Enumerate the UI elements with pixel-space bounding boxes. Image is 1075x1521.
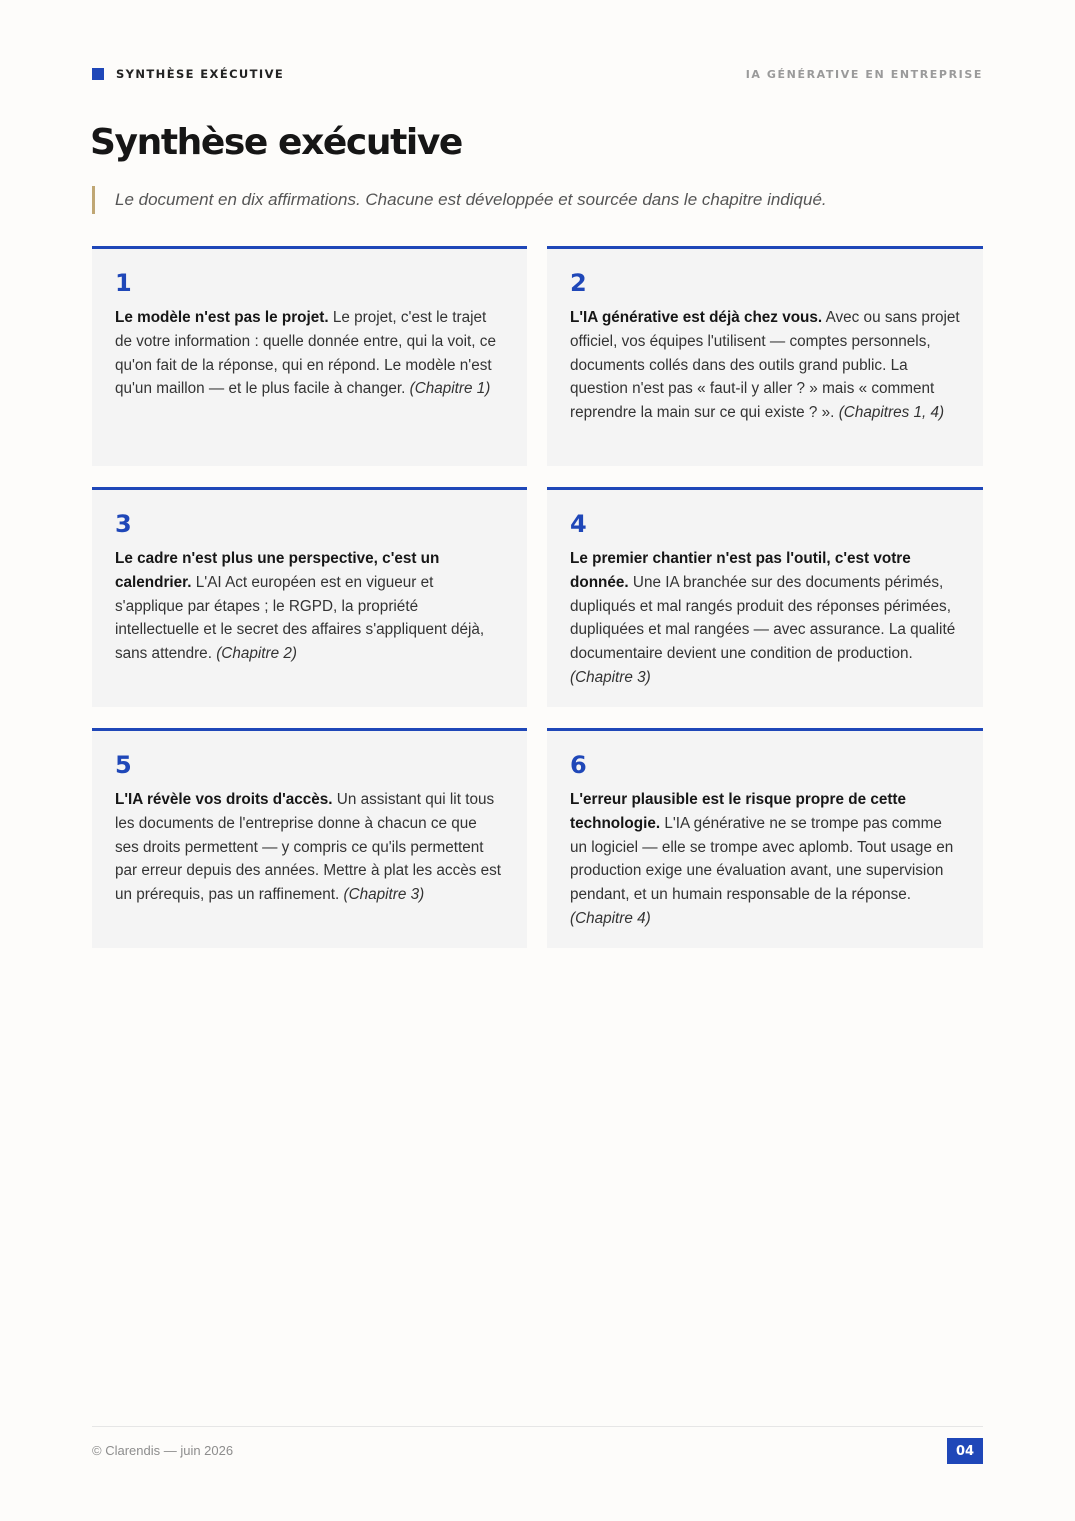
statement-text bbox=[570, 547, 960, 690]
chapter-reference: (Chapitre 2) bbox=[216, 645, 297, 663]
statement-body: Un assistant qui lit tous les documents de l'entreprise donne à chacun ce que ses droits permettent — y compris ce qu'ils permettent par erreur depuis des années. Mettre à plat les accès est un prérequis, pas un raffinement. bbox=[115, 791, 502, 904]
statement-card-4 bbox=[547, 487, 983, 707]
statement-lead: Le premier chantier n'est pas l'outil, c'est votre donnée. bbox=[570, 550, 911, 591]
statement-number: 6 bbox=[570, 751, 587, 779]
statement-body: L'AI Act européen est en vigueur et s'applique par étapes ; le RGPD, la propriété intellectuelle et le secret des affaires s'appliquent déjà, sans attendre. bbox=[115, 573, 485, 663]
chapter-reference: (Chapitre 3) bbox=[343, 886, 425, 904]
statement-card-2 bbox=[547, 246, 983, 466]
statement-card-1 bbox=[92, 246, 527, 466]
running-header-left bbox=[92, 67, 284, 81]
chapter-reference: (Chapitre 3) bbox=[570, 668, 651, 686]
statement-body: Une IA branchée sur des documents périmés, dupliqués et mal rangés produit des réponses périmées, dupliquées et mal rangées — avec assurance. La qualité documentaire devient une condition de production. bbox=[570, 573, 956, 663]
running-header-section: SYNTHÈSE EXÉCUTIVE bbox=[116, 67, 285, 81]
statement-body: Avec ou sans projet officiel, vos équipes l'utilisent — comptes personnels, documents collés dans des outils grand public. La question n'est pas « faut-il y aller ? » mais « comment reprendre la main sur ce qui existe ? ». bbox=[570, 309, 960, 422]
statement-lead: Le cadre n'est plus une perspective, c'est un calendrier. bbox=[115, 550, 440, 591]
statement-lead: L'IA révèle vos droits d'accès. bbox=[115, 791, 333, 808]
chapter-reference: (Chapitre 1) bbox=[409, 380, 491, 398]
statement-text bbox=[115, 306, 504, 401]
chapter-reference: (Chapitre 4) bbox=[570, 909, 651, 927]
running-header bbox=[92, 66, 983, 82]
statement-card-3 bbox=[92, 487, 527, 707]
statement-lead: L'erreur plausible est le risque propre de cette technologie. bbox=[570, 791, 907, 832]
chapter-reference: (Chapitres 1, 4) bbox=[838, 404, 945, 422]
statement-text bbox=[570, 788, 960, 931]
statement-text bbox=[115, 547, 504, 666]
statement-body: L'IA générative ne se trompe pas comme un logiciel — elle se trompe avec aplomb. Tout usage en production exige une évaluation avant, une supervision pendant, et un humain responsable de la réponse. bbox=[570, 814, 954, 904]
lede-quote bbox=[92, 186, 982, 214]
footer-divider bbox=[92, 1426, 983, 1427]
footer-copyright: © Clarendis — juin 2026 bbox=[92, 1443, 234, 1458]
statement-body: Le projet, c'est le trajet de votre information : quelle donnée entre, qui la voit, ce qu'on fait de la réponse, qui en répond. Le modèle n'est qu'un maillon — et le plus facile à changer. bbox=[115, 309, 496, 398]
page-number-badge: 04 bbox=[947, 1438, 983, 1464]
lede-text: Le document en dix affirmations. Chacune est développée et sourcée dans le chapitre indiqué. bbox=[115, 190, 827, 209]
statement-lead: L'IA générative est déjà chez vous. bbox=[570, 309, 823, 326]
statement-number: 3 bbox=[115, 510, 132, 538]
statement-number: 1 bbox=[115, 269, 132, 297]
statement-text bbox=[570, 306, 960, 425]
statement-number: 5 bbox=[115, 751, 132, 779]
page-title: Synthèse exécutive bbox=[90, 122, 462, 163]
statement-card-6 bbox=[547, 728, 983, 948]
running-header-document: IA GÉNÉRATIVE EN ENTREPRISE bbox=[745, 67, 983, 81]
statement-card-5 bbox=[92, 728, 527, 948]
section-marker-square bbox=[92, 68, 104, 80]
statement-text bbox=[115, 788, 504, 907]
statement-number: 2 bbox=[570, 269, 587, 297]
statement-lead: Le modèle n'est pas le projet. bbox=[115, 309, 329, 326]
statements-grid bbox=[92, 246, 983, 948]
statement-number: 4 bbox=[570, 510, 587, 538]
